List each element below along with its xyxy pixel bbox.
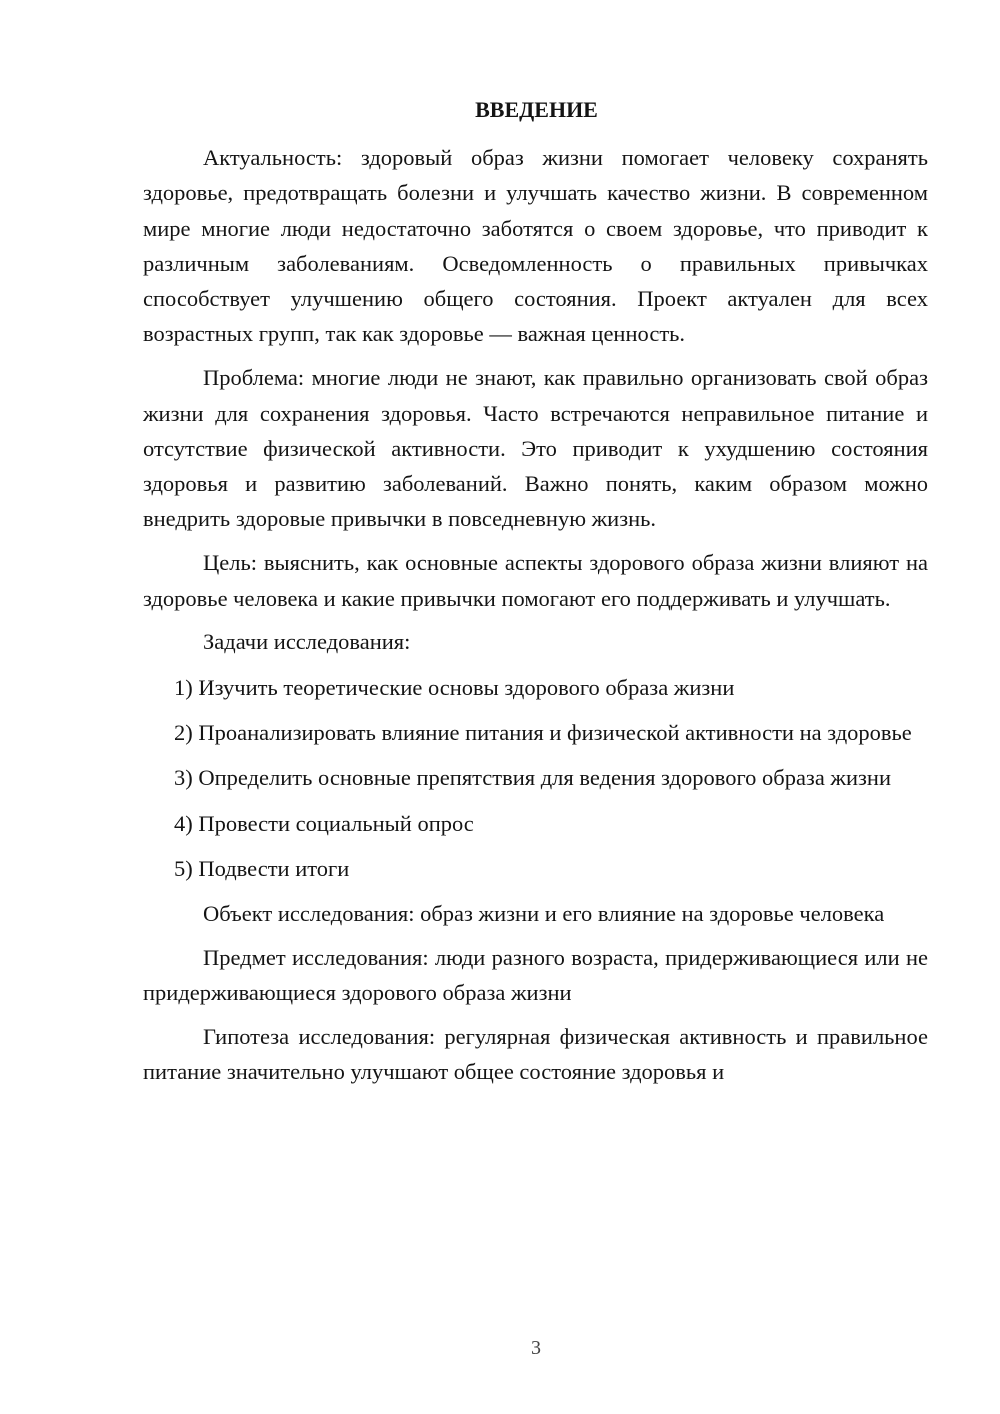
task-item: 5) Подвести итоги bbox=[174, 855, 350, 881]
task-item: 1) Изучить теоретические основы здорового образа жизни bbox=[174, 674, 735, 700]
section-heading: ВВЕДЕНИЕ bbox=[475, 97, 598, 122]
page-content bbox=[143, 94, 928, 1098]
tasks-title: Задачи исследования: bbox=[203, 629, 411, 655]
task-item: 4) Провести социальный опрос bbox=[174, 810, 474, 836]
task-item: 3) Определить основные препятствия для ведения здорового образа жизни bbox=[174, 765, 891, 791]
paragraph-hypothesis: Гипотеза исследования: регулярная физическая активность и правильное питание значительно улучшают общее состояние здоровья и bbox=[143, 1024, 928, 1085]
paragraph-object: Объект исследования: образ жизни и его влияние на здоровье человека bbox=[203, 901, 885, 927]
paragraph-subject: Предмет исследования: люди разного возраста, придерживающиеся или не придерживающиеся здорового образа жизни bbox=[143, 944, 928, 1006]
task-item: 2) Проанализировать влияние питания и физической активности на здоровье bbox=[174, 719, 912, 745]
paragraph-problem: Проблема: многие люди не знают, как правильно организовать свой образ жизни для сохранения здоровья. Часто встречаются неправильное питание и отсутствие физической активности. Это приводит к ухудшению состояния здоровья и развитию заболеваний. Важно понять, каким образом можно внедрить здоровые привычки в повседневную жизнь. bbox=[143, 365, 928, 532]
paragraph-relevance: Актуальность: здоровый образ жизни помогает человеку сохранять здоровье, предотвращать болезни и улучшать качество жизни. В современном мире многие люди недостаточно заботятся о своем здоровье, что приводит к различным заболеваниям. Осведомленность о правильных привычках способствует улучшению общего состояния. Проект актуален для всех возрастных групп, так как здоровье — важная ценность. bbox=[143, 145, 928, 347]
tasks-list bbox=[143, 670, 928, 886]
page-number: 3 bbox=[531, 1337, 541, 1359]
paragraph-goal: Цель: выяснить, как основные аспекты здорового образа жизни влияют на здоровье человека и какие привычки помогают его поддерживать и улучшать. bbox=[143, 550, 928, 611]
